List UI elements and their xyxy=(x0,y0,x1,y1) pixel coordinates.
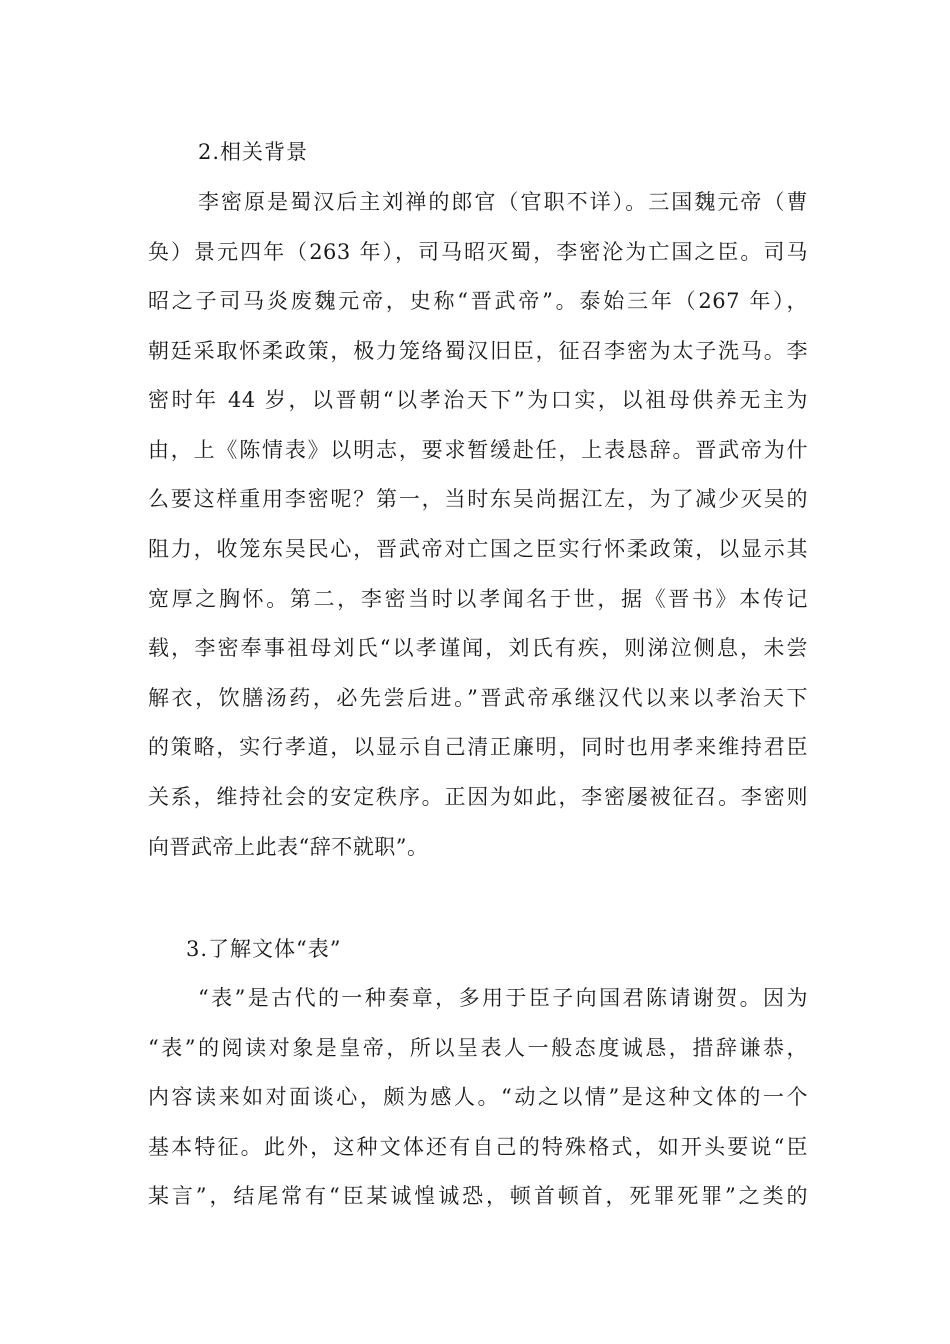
paragraph-line: 解衣，饮膳汤药，必先尝后进。”晋武帝承继汉代以来以孝治天下 xyxy=(148,686,808,710)
paragraph-line: “表”是古代的一种奏章，多用于臣子向国君陈请谢贺。因为 xyxy=(198,986,808,1010)
paragraph-line: 内容读来如对面谈心，颇为感人。“动之以情”是这种文体的一个 xyxy=(148,1085,808,1109)
paragraph-line: 某言”，结尾常有“臣某诚惶诚恐，顿首顿首，死罪死罪”之类的 xyxy=(148,1184,808,1208)
paragraph-line: 向晋武帝上此表“辞不就职”。 xyxy=(148,835,429,859)
paragraph-line: 关系，维持社会的安定秩序。正因为如此，李密屡被征召。李密则 xyxy=(148,785,808,809)
paragraph-line: 奂）景元四年（263 年），司马昭灭蜀，李密沦为亡国之臣。司马 xyxy=(148,240,808,264)
paragraph-line: 么要这样重用李密呢？第一，当时东吴尚据江左，为了减少灭吴的 xyxy=(148,487,808,511)
paragraph-line: 阻力，收笼东吴民心，晋武帝对亡国之臣实行怀柔政策，以显示其 xyxy=(148,537,808,561)
paragraph-line: 的策略，实行孝道，以显示自己清正廉明，同时也用孝来维持君臣 xyxy=(148,735,808,759)
paragraph-line: 载，李密奉事祖母刘氏“以孝谨闻，刘氏有疾，则涕泣侧息，未尝 xyxy=(148,636,808,660)
paragraph-line: 宽厚之胸怀。第二，李密当时以孝闻名于世，据《晋书》本传记 xyxy=(148,587,808,611)
paragraph-line: 昭之子司马炎废魏元帝，史称“晋武帝”。泰始三年（267 年）， xyxy=(148,289,808,313)
paragraph-line: 基本特征。此外，这种文体还有自己的特殊格式，如开头要说“臣 xyxy=(148,1135,808,1159)
section-heading-background: 2.相关背景 xyxy=(198,140,309,164)
section-heading-genre: 3.了解文体“表” xyxy=(186,937,342,961)
paragraph-line: 李密原是蜀汉后主刘禅的郎官（官职不详）。三国魏元帝（曹 xyxy=(198,190,808,214)
paragraph-line: 由，上《陈情表》以明志，要求暂缓赴任，上表恳辞。晋武帝为什 xyxy=(148,438,808,462)
paragraph-line: “表”的阅读对象是皇帝，所以呈表人一般态度诚恳，措辞谦恭， xyxy=(148,1036,808,1060)
paragraph-line: 密时年 44 岁，以晋朝“以孝治天下”为口实，以祖母供养无主为 xyxy=(148,388,808,412)
paragraph-line: 朝廷采取怀柔政策，极力笼络蜀汉旧臣，征召李密为太子洗马。李 xyxy=(148,339,808,363)
